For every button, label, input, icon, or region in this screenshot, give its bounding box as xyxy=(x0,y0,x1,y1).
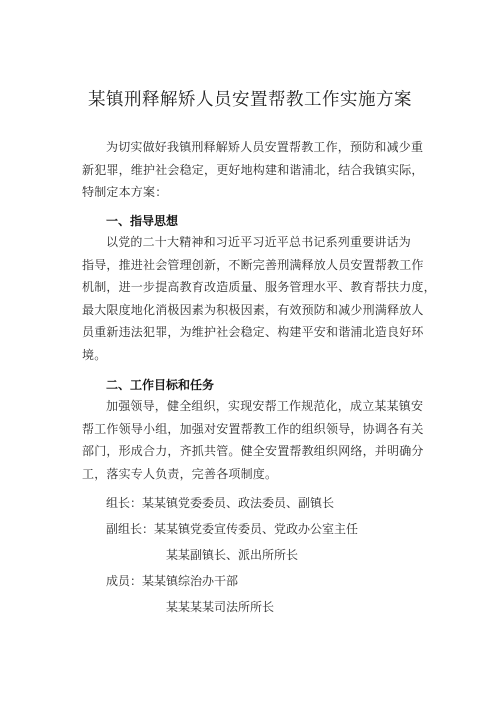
section-1-line-5: 员重新违法犯罪，为维护社会稳定、构建平安和谐浦北造良好环 xyxy=(82,325,424,340)
intro-line-2: 新犯罪，维护社会稳定，更好地构建和谐浦北，结合我镇实际， xyxy=(82,162,424,177)
section-1-line-4: 最大限度地化消极因素为积极因素，有效预防和减少刑满释放人 xyxy=(82,302,424,317)
member-leader: 组长：某某镇党委委员、政法委员、副镇长 xyxy=(106,496,335,510)
section-1-heading: 一、指导思想 xyxy=(106,214,179,228)
document-title: 某镇刑释解矫人员安置帮教工作实施方案 xyxy=(88,90,412,110)
member-deputy-2: 某某副镇长、派出所所长 xyxy=(166,548,299,562)
section-1-line-1: 以党的二十大精神和习近平习近平总书记系列重要讲话为 xyxy=(106,235,412,249)
intro-line-3: 特制定本方案： xyxy=(82,185,168,200)
section-2-line-4: 工，落实专人负责，完善各项制度。 xyxy=(82,466,278,481)
section-1-line-6: 境。 xyxy=(82,347,107,362)
section-1-paragraph xyxy=(82,231,442,367)
section-2-paragraph xyxy=(82,395,442,485)
section-2-line-3: 部门，形成合力，齐抓共管。健全安置帮教组织网络，并明确分 xyxy=(82,444,424,459)
member-2: 某某某某司法所所长 xyxy=(166,600,275,614)
section-1-line-2: 指导，推进社会管理创新，不断完善刑满释放人员安置帮教工作 xyxy=(82,257,424,272)
intro-paragraph xyxy=(82,136,442,204)
section-2-heading: 二、工作目标和任务 xyxy=(106,378,215,392)
member-deputy-1: 副组长：某某镇党委宣传委员、党政办公室主任 xyxy=(106,522,359,536)
member-1: 成员：某某镇综治办干部 xyxy=(106,574,239,588)
section-1-line-3: 机制，进一步提高教育改造质量、服务管理水平、教育帮扶力度， xyxy=(82,280,436,295)
section-2-line-1: 加强领导，健全组织，实现安帮工作规范化，成立某某镇安 xyxy=(106,399,424,413)
section-2-line-2: 帮工作领导小组，加强对安置帮教工作的组织领导，协调各有关 xyxy=(82,421,424,436)
intro-line-1: 为切实做好我镇刑释解矫人员安置帮教工作，预防和减少重 xyxy=(106,140,424,154)
